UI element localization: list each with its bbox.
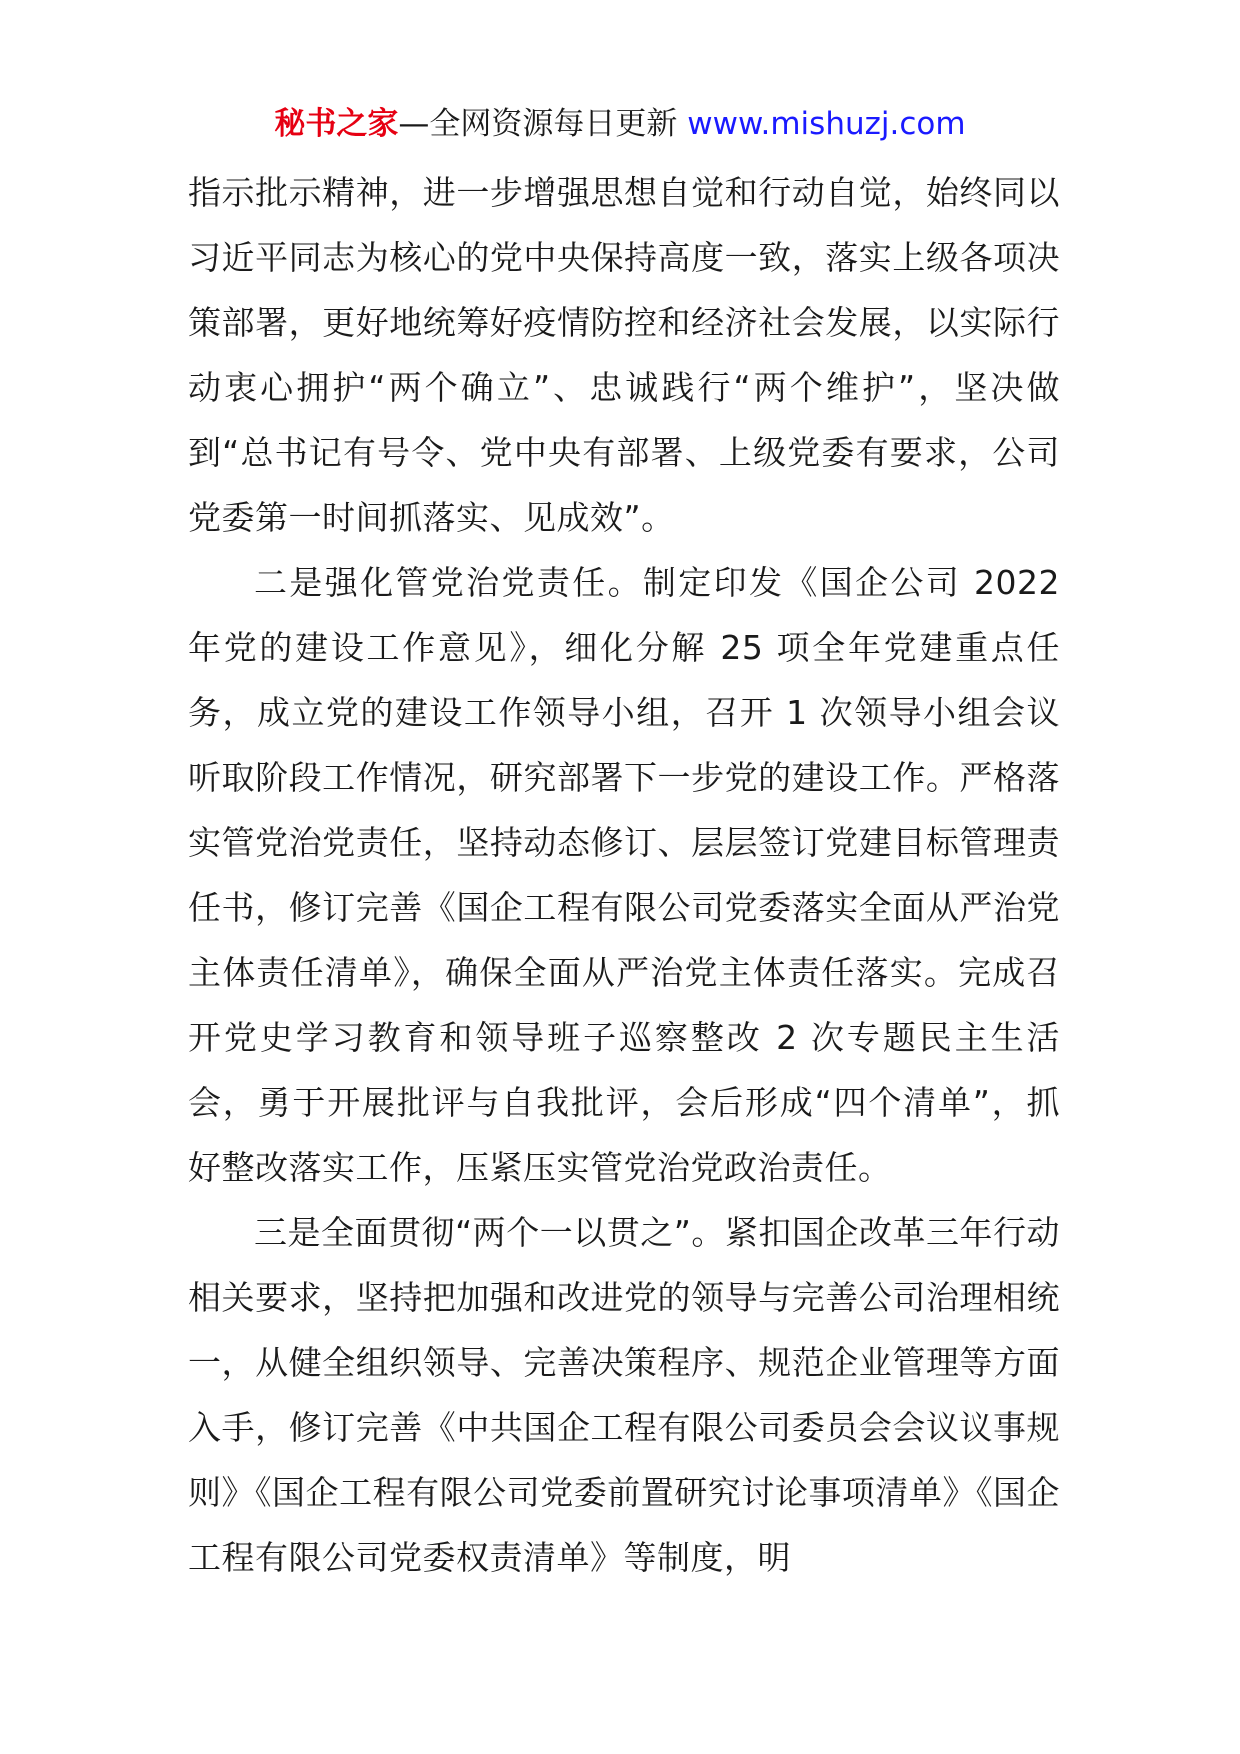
paragraph-two-consistencies: 三是全面贯彻“两个一以贯之”。紧扣国企改革三年行动相关要求，坚持把加强和改进党的领导与完善公司治理相统一，从健全组织领导、完善决策程序、规范企业管理等方面入手，修订完善《中共国企工程有限公司委员会会议议事规则》《国企工程有限公司党委前置研究讨论事项清单》《国企工程有限公司党委权责清单》等制度，明 [188,1213,1060,1577]
document-body [188,160,1060,1590]
brand-name: 秘书之家 [274,106,399,142]
paragraph-party-responsibility: 二是强化管党治党责任。制定印发《国企公司 2022 年党的建设工作意见》，细化分解 25 项全年党建重点任务，成立党的建设工作领导小组，召开 1 次领导小组会议听取阶段工作情况，研究部署下一步党的建设工作。严格落实管党治党责任，坚持动态修订、层层签订党建目标管理责任书，修订完善《国企工程有限公司党委落实全面从严治党主体责任清单》，确保全面从严治党主体责任落实。完成召开党史学习教育和领导班子巡察整改 2 次专题民主生活会，勇于开展批评与自我批评，会后形成“四个清单”，抓好整改落实工作，压紧压实管党治党政治责任。 [188,563,1060,1187]
paragraph-continuation: 指示批示精神，进一步增强思想自觉和行动自觉，始终同以习近平同志为核心的党中央保持高度一致，落实上级各项决策部署，更好地统筹好疫情防控和经济社会发展，以实际行动衷心拥护“两个确立”、忠诚践行“两个维护”，坚决做到“总书记有号令、党中央有部署、上级党委有要求，公司党委第一时间抓落实、见成效”。 [188,173,1060,537]
header-tagline: —全网资源每日更新 [398,106,678,142]
site-header [0,102,1240,146]
site-url-link[interactable]: www.mishuzj.com [687,106,966,142]
